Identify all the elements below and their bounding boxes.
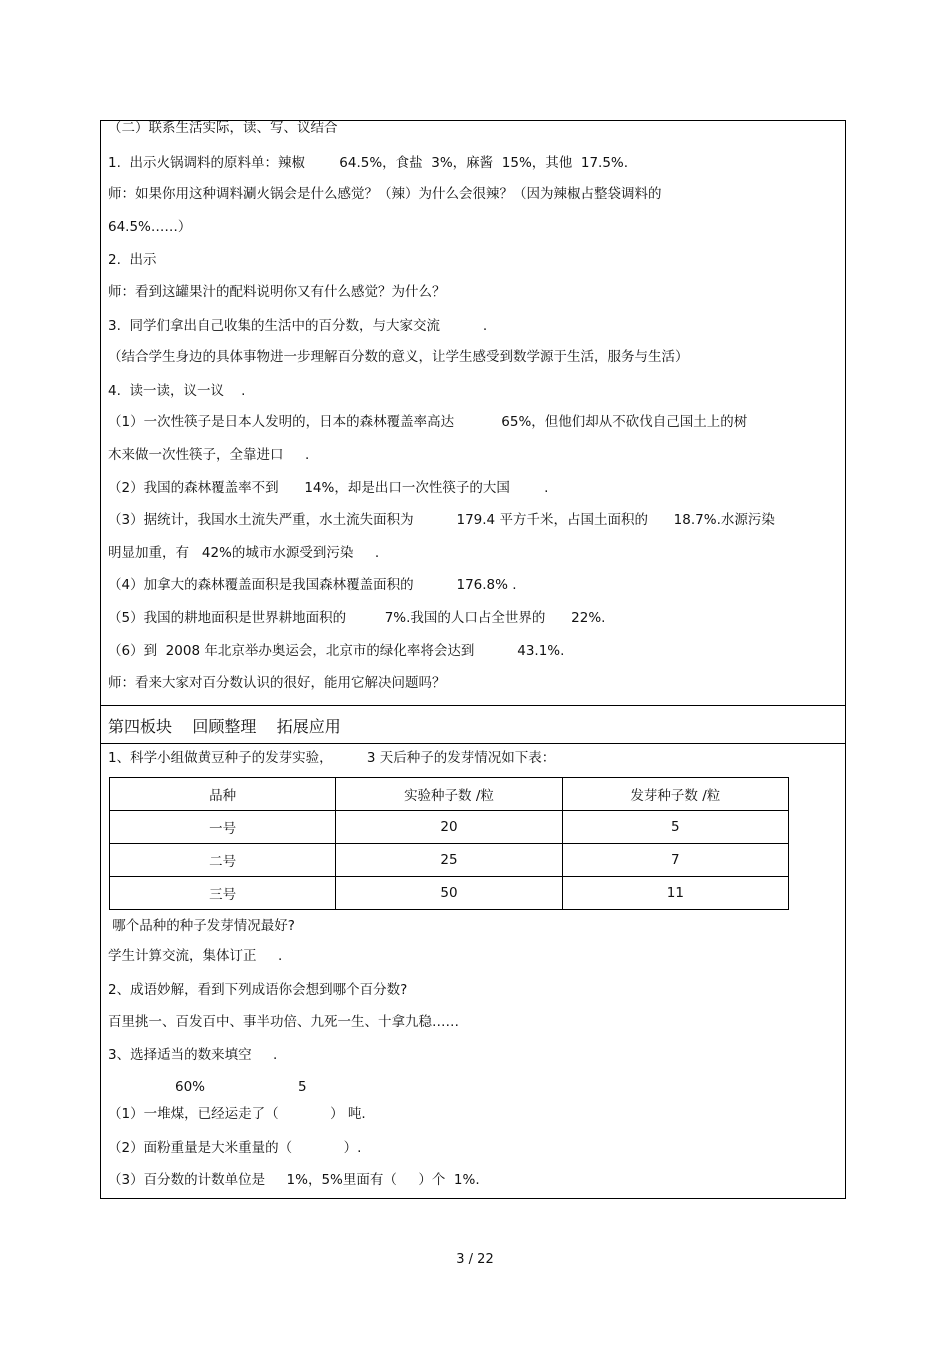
- table-cell: 5: [562, 811, 788, 844]
- content-frame: [100, 120, 846, 1199]
- option-value: 5: [298, 1079, 307, 1095]
- page-number: 3 / 22: [456, 1252, 494, 1267]
- fill-blank-2: （2）面粉重量是大米重量的（ ）.: [108, 1140, 362, 1156]
- section-title: 第四板块 回顾整理 拓展应用: [108, 717, 341, 736]
- question-1-prompt: 哪个品种的种子发芽情况最好?: [108, 918, 295, 934]
- section-divider-top: [100, 705, 846, 706]
- table-header: 实验种子数 /粒: [336, 778, 562, 811]
- text-line: （3）据统计，我国水土流失严重，水土流失面积为 179.4 平方千米，占国土面积的 18.7%.水源污染: [108, 512, 775, 528]
- fill-blank-1: （1）一堆煤，已经运走了（ ） 吨.: [108, 1106, 366, 1122]
- table-cell: 25: [336, 844, 562, 877]
- text-line: 明显加重，有 42%的城市水源受到污染 .: [108, 545, 380, 561]
- text-line: 师：看到这罐果汁的配料说明你又有什么感觉？为什么？: [108, 284, 446, 300]
- table-header: 品种: [110, 778, 336, 811]
- table-row: [110, 877, 789, 910]
- table-cell: 20: [336, 811, 562, 844]
- section-heading: （二）联系生活实际，读、写、议结合: [108, 120, 338, 136]
- text-line: 师：看来大家对百分数认识的很好，能用它解决问题吗？: [108, 675, 446, 691]
- text-line: 木来做一次性筷子，全靠进口 .: [108, 447, 310, 463]
- seed-table: [109, 777, 789, 910]
- table-cell: 50: [336, 877, 562, 910]
- fill-blank-3: （3）百分数的计数单位是 1%，5%里面有（ ）个 1%.: [108, 1172, 480, 1188]
- text-line: （1）一次性筷子是日本人发明的，日本的森林覆盖率高达 65%，但他们却从不砍伐自己国土上的树: [108, 414, 748, 430]
- table-cell: 二号: [110, 844, 336, 877]
- question-2: 2、成语妙解，看到下列成语你会想到哪个百分数?: [108, 982, 408, 998]
- option-value: 60%: [175, 1079, 206, 1095]
- table-row: [110, 811, 789, 844]
- text-line: 4. 读一读，议一议 .: [108, 383, 246, 399]
- idiom-list: 百里挑一、百发百中、事半功倍、九死一生、十拿九稳……: [108, 1014, 459, 1030]
- question-3: 3、选择适当的数来填空 .: [108, 1047, 278, 1063]
- text-line: 3. 同学们拿出自己收集的生活中的百分数，与大家交流 .: [108, 318, 488, 334]
- table-cell: 一号: [110, 811, 336, 844]
- question-1: 1、科学小组做黄豆种子的发芽实验， 3 天后种子的发芽情况如下表：: [108, 750, 556, 766]
- table-cell: 11: [562, 877, 788, 910]
- text-line: 2. 出示: [108, 252, 157, 268]
- table-cell: 三号: [110, 877, 336, 910]
- section-divider-bottom: [100, 743, 846, 744]
- text-line: （2）我国的森林覆盖率不到 14%，却是出口一次性筷子的大国 .: [108, 480, 549, 496]
- table-cell: 7: [562, 844, 788, 877]
- text-line: （6）到 2008 年北京举办奥运会，北京市的绿化率将会达到 43.1%.: [108, 643, 565, 659]
- text-line: （5）我国的耕地面积是世界耕地面积的 7%.我国的人口占全世界的 22%.: [108, 610, 606, 626]
- text-line: （4）加拿大的森林覆盖面积是我国森林覆盖面积的 176.8% .: [108, 577, 517, 593]
- table-header-row: [110, 778, 789, 811]
- text-line: （结合学生身边的具体事物进一步理解百分数的意义，让学生感受到数学源于生活，服务与生活）: [108, 349, 689, 365]
- table-row: [110, 844, 789, 877]
- text-line: 64.5%……）: [108, 219, 192, 235]
- text-line: 师：如果你用这种调料涮火锅会是什么感觉？（辣）为什么会很辣？（因为辣椒占整袋调料的: [108, 186, 662, 202]
- table-header: 发芽种子数 /粒: [562, 778, 788, 811]
- text-line: 1. 出示火锅调料的原料单：辣椒 64.5%，食盐 3%，麻酱 15%，其他 17.5%.: [108, 155, 629, 171]
- question-1-note: 学生计算交流，集体订正 .: [108, 948, 283, 964]
